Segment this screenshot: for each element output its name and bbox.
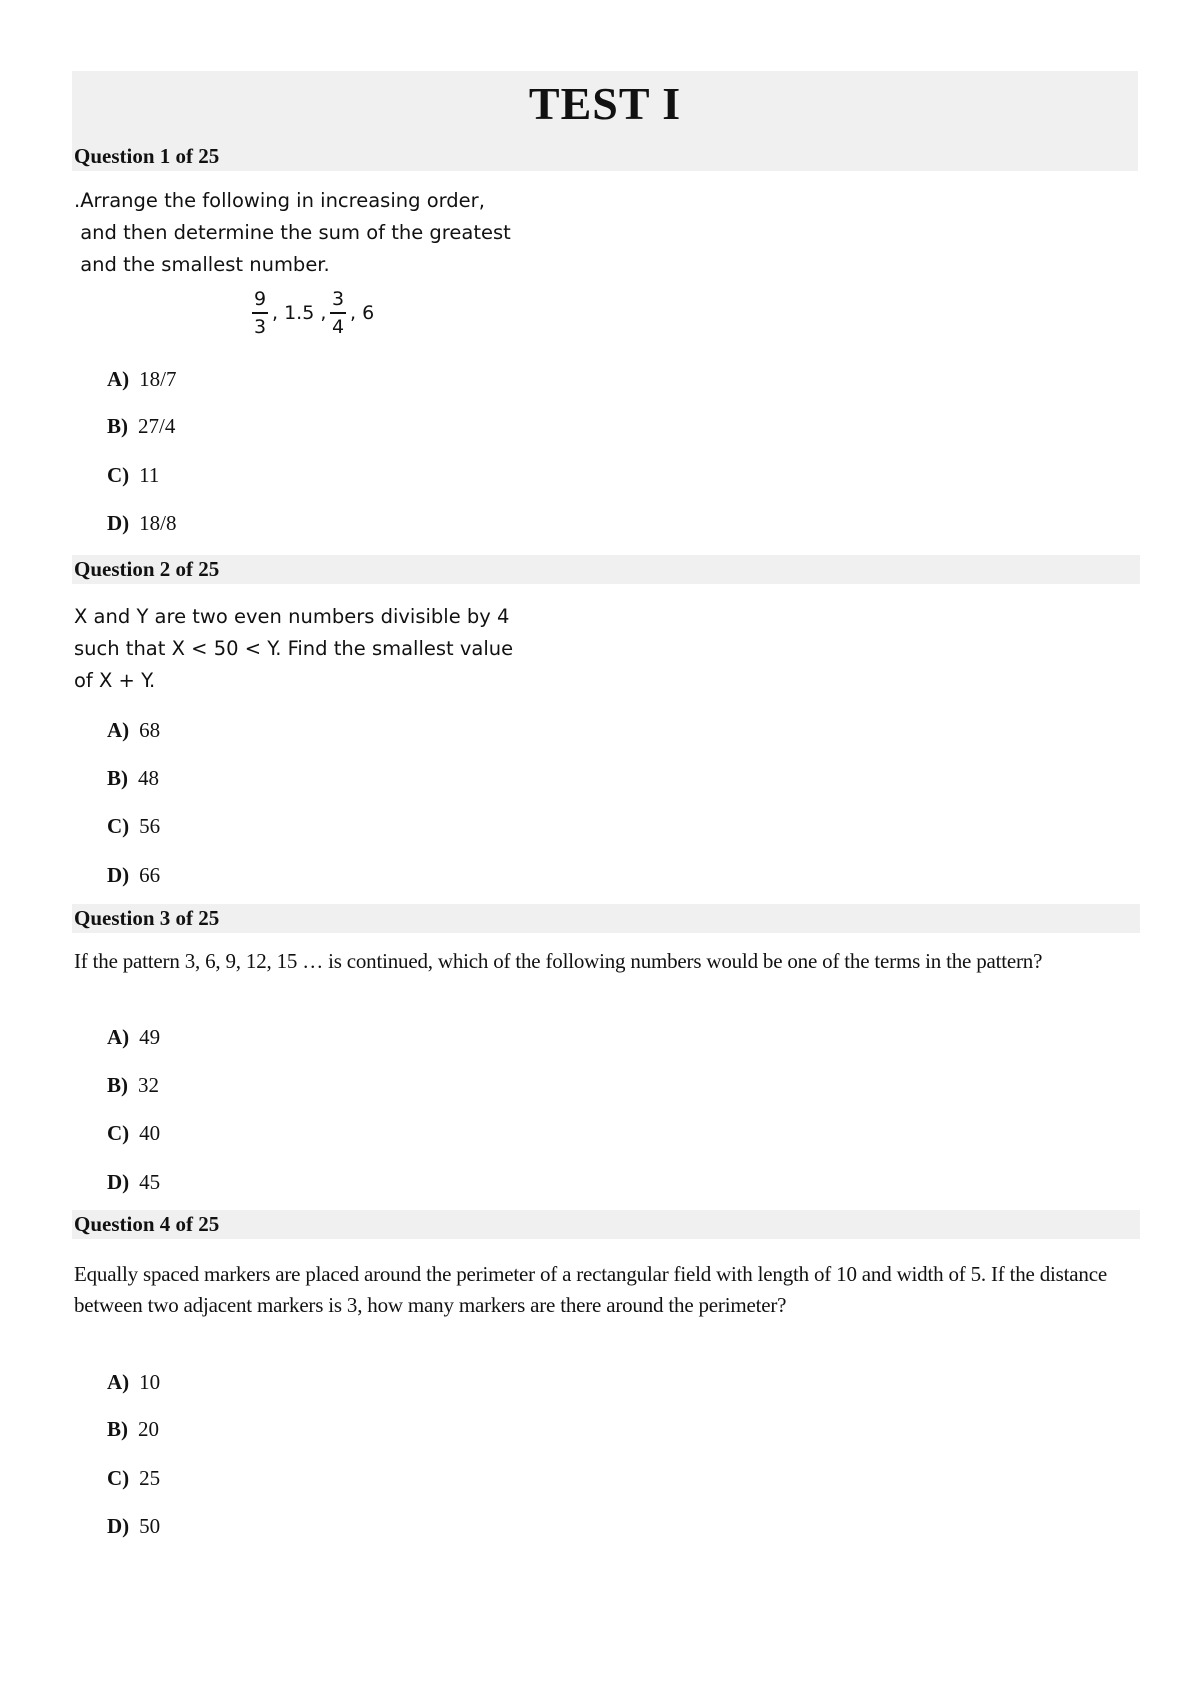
question-2-option-a[interactable]: A) 68 (107, 718, 161, 742)
question-2-line-2: such that X < 50 < Y. Find the smallest value (74, 637, 514, 660)
question-2-line-1: X and Y are two even numbers divisible by 4 (74, 605, 510, 628)
expression-separator-2: , 6 (350, 302, 375, 324)
question-1-expression (250, 286, 470, 346)
test-page (72, 71, 1138, 1538)
question-2-line-3: of X + Y. (74, 669, 156, 692)
question-3-option-a[interactable]: A) 49 (107, 1025, 161, 1049)
question-3-option-d[interactable]: D) 45 (107, 1170, 161, 1194)
fraction-denominator: 4 (331, 315, 345, 338)
question-1-header: Question 1 of 25 (74, 144, 220, 168)
question-2-option-b[interactable]: B) 48 (107, 766, 159, 790)
title-band (72, 71, 1138, 171)
question-1-line-3: and the smallest number. (74, 253, 330, 276)
question-4-header: Question 4 of 25 (72, 1210, 1140, 1239)
question-3-header: Question 3 of 25 (72, 904, 1140, 933)
question-1-option-c[interactable]: C) 11 (107, 463, 160, 487)
question-2-header: Question 2 of 25 (72, 555, 1140, 584)
question-3-option-b[interactable]: B) 32 (107, 1073, 159, 1097)
question-4-option-d[interactable]: D) 50 (107, 1514, 161, 1538)
fraction-denominator: 3 (253, 315, 267, 338)
question-1-option-a[interactable]: A) 18/7 (107, 367, 177, 391)
fraction-numerator: 3 (331, 288, 345, 310)
question-3-text: If the pattern 3, 6, 9, 12, 15 … is continued, which of the following numbers would be one of the terms in the pattern? (74, 949, 1043, 973)
question-1-text (74, 185, 511, 281)
question-1-line-2: and then determine the sum of the greatest (74, 221, 511, 244)
question-1-option-d[interactable]: D) 18/8 (107, 511, 177, 535)
question-4-option-a[interactable]: A) 10 (107, 1370, 161, 1394)
question-2-option-c[interactable]: C) 56 (107, 814, 161, 838)
question-3-option-c[interactable]: C) 40 (107, 1121, 161, 1145)
question-2-text (74, 601, 513, 697)
fraction-3-4 (328, 286, 348, 340)
question-2-option-d[interactable]: D) 66 (107, 863, 161, 887)
question-1-option-b[interactable]: B) 27/4 (107, 414, 176, 438)
question-4-text: Equally spaced markers are placed around the perimeter of a rectangular field with length of 10 and width of 5. If the distance between two adjacent markers is 3, how many markers are there around the perimeter? (74, 1262, 1107, 1317)
page-title: TEST I (528, 78, 682, 129)
expression-separator-1: , 1.5 , (272, 302, 327, 324)
fraction-9-3 (250, 286, 270, 340)
question-4-option-b[interactable]: B) 20 (107, 1417, 159, 1441)
question-4-option-c[interactable]: C) 25 (107, 1466, 161, 1490)
question-1-line-1: .Arrange the following in increasing order, (74, 189, 485, 212)
fraction-numerator: 9 (253, 288, 267, 310)
